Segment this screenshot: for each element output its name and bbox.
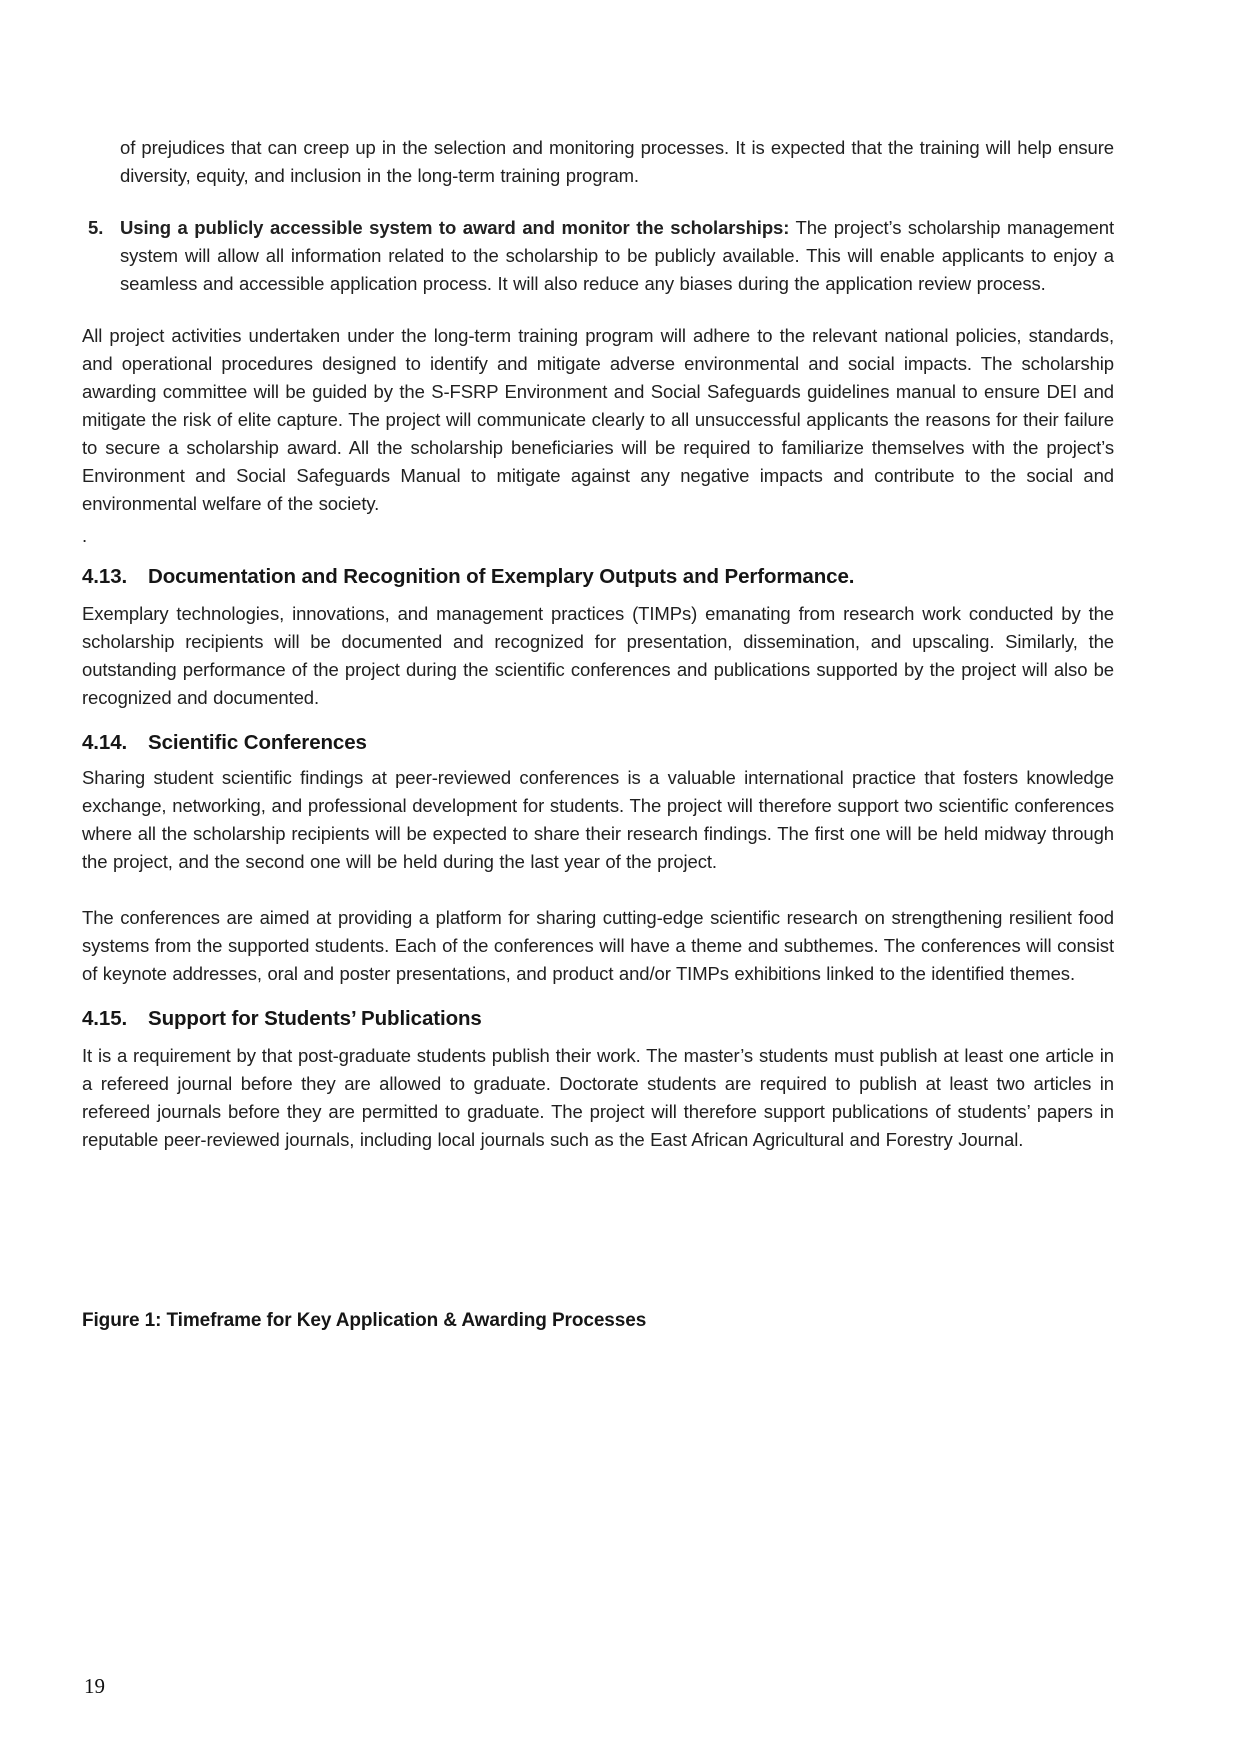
heading-4-14-title: Scientific Conferences — [148, 731, 367, 754]
page-number: 19 — [84, 1674, 105, 1698]
paragraph-4-14-body-2: The conferences are aimed at providing a platform for sharing cutting-edge scientific research on strengthening resilient food systems from the supported students. Each of the conferences will have a theme and subthemes. The conferences will consist of keynote addresses, oral and poster presentations, and product and/or TIMPs exhibitions linked to the identified themes. — [82, 907, 1114, 984]
paragraph-4-14-body-1: Sharing student scientific findings at peer-reviewed conferences is a valuable international practice that fosters knowledge exchange, networking, and professional development for students. The project will therefore support two scientific conferences where all the scholarship recipients will be expected to share their research findings. The first one will be held midway through the project, and the second one will be held during the last year of the project. — [82, 767, 1114, 872]
list-item-5 — [82, 214, 1114, 298]
document-content — [82, 134, 1114, 1336]
list-item-5-bold-lead: Using a publicly accessible system to award and monitor the scholarships: — [120, 217, 790, 238]
stray-period: . — [82, 525, 88, 546]
list-item-5-number: 5. — [88, 217, 104, 238]
paragraph-intro-continuation: of prejudices that can creep up in the selection and monitoring processes. It is expected that the training will help ensure diversity, equity, and inclusion in the long-term training program. — [120, 137, 1114, 186]
heading-4-15-title: Support for Students’ Publications — [148, 1007, 482, 1030]
heading-4-14-number: 4.14. — [82, 731, 128, 754]
heading-4-13-title: Documentation and Recognition of Exemplary Outputs and Performance. — [148, 565, 855, 588]
list-item-5-body-text: The project’s scholarship management system will allow all information related to the scholarship to be publicly available. This will enable applicants to enjoy a seamless and accessible application process. It will also reduce any biases during the application review process. — [120, 217, 1114, 294]
heading-4-15 — [82, 1004, 1114, 1034]
paragraph-4-15-body: It is a requirement by that post-graduate students publish their work. The master’s students must publish at least one article in a refereed journal before they are allowed to graduate. Doctorate students are required to publish at least two articles in refereed journals before they are permitted to graduate. The project will therefore support publications of students’ papers in reputable peer-reviewed journals, including local journals such as the East African Agricultural and Forestry Journal. — [82, 1045, 1114, 1150]
heading-4-13 — [82, 562, 1114, 592]
paragraph-safeguards: All project activities undertaken under the long-term training program will adhere to the relevant national policies, standards, and operational procedures designed to identify and mitigate adverse environmental and social impacts. The scholarship awarding committee will be guided by the S-FSRP Environment and Social Safeguards guidelines manual to ensure DEI and mitigate the risk of elite capture. The project will communicate clearly to all unsuccessful applicants the reasons for their failure to secure a scholarship award. All the scholarship beneficiaries will be required to familiarize themselves with the project’s Environment and Social Safeguards Manual to mitigate against any negative impacts and contribute to the social and environmental welfare of the society. — [82, 325, 1114, 514]
list-item-5-paragraph — [120, 214, 1114, 298]
heading-4-15-number: 4.15. — [82, 1007, 128, 1030]
heading-4-13-number: 4.13. — [82, 565, 128, 588]
paragraph-4-13-body: Exemplary technologies, innovations, and management practices (TIMPs) emanating from research work conducted by the scholarship recipients will be documented and recognized for presentation, dissemination, and upscaling. Similarly, the outstanding performance of the project during the scientific conferences and publications supported by the project will also be recognized and documented. — [82, 603, 1114, 708]
heading-4-14 — [82, 728, 1114, 758]
figure-1-caption: Figure 1: Timeframe for Key Application & Awarding Processes — [82, 1310, 647, 1331]
